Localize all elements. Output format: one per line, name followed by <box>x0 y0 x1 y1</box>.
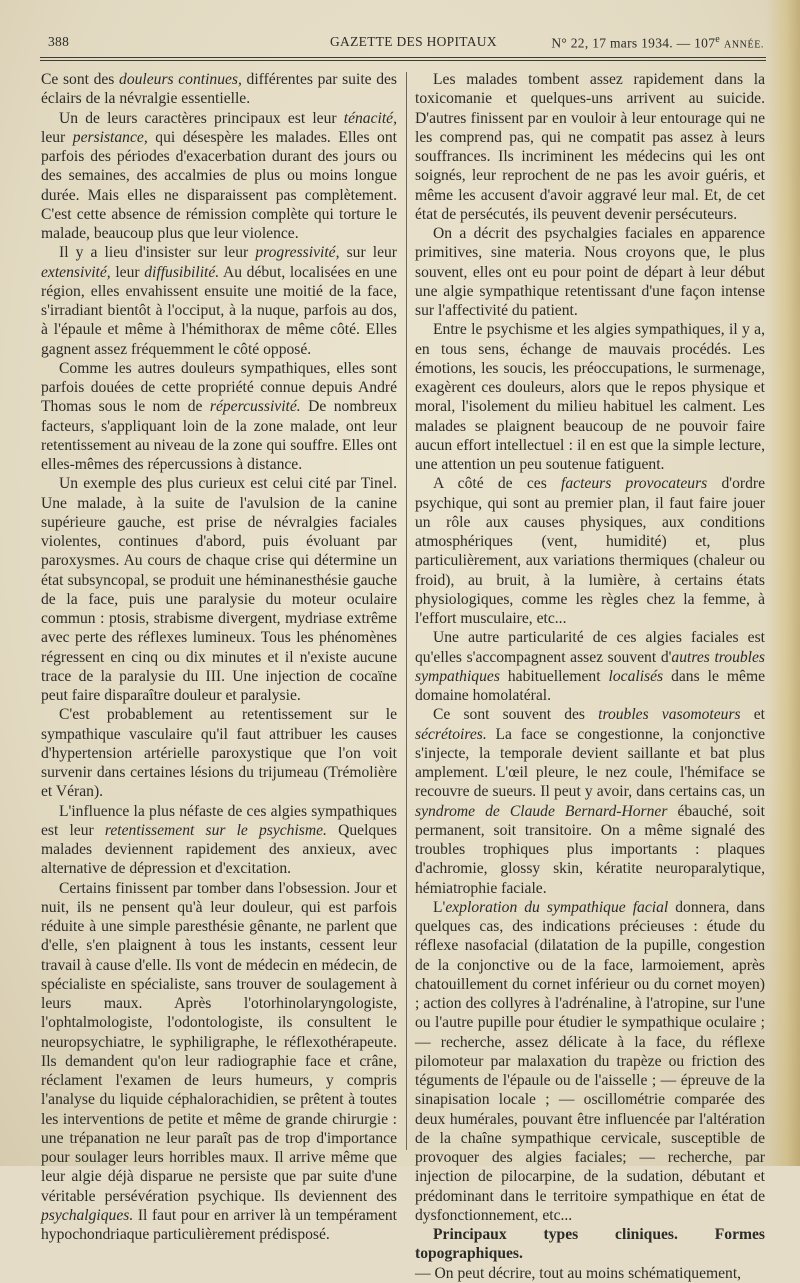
issue-year-label: ANNÉE. <box>724 39 764 51</box>
text-run: A côté de ces <box>433 475 562 493</box>
italic-text: extensivité, <box>41 263 111 281</box>
section-heading <box>415 1225 765 1264</box>
italic-text: autres troubles sympathiques <box>415 648 765 685</box>
page-edge-stain <box>766 0 800 1166</box>
paragraph <box>41 109 397 244</box>
text-run: L' <box>433 898 446 916</box>
italic-text: facteurs provocateurs <box>561 475 708 493</box>
italic-text: sécrétoires. <box>415 725 487 743</box>
text-run: donnera, dans quelques cas, des indications précieuses : étude du réflexe nasofacial (dilatation de la pupille, congestion de la conjonctive ou de la face, larmoiement, après chatouillement du cornet inférieur ou du cornet moyen) ; action des collyres à l'adrénaline, à l'atropine, sur l'une ou l'autre pupille pour étudier le sympathique oculaire ; — recherche, assez délicate à la face, du réflexe pilomoteur par malaxation du trapèze ou friction des téguments de l'épaule ou de l'aisselle ; — épreuve de la sinapisation locale ; — oscillométrie comparée des deux humérales, pouvant être influencée par l'altération de la chaîne sympathique cervicale, susceptible de provoquer des algies faciales; — recherche, par injection de pilocarpine, de la sudation, débutant et prédominant dans le territoire sympathique en état de dysfonctionnement, etc... <box>415 898 765 1224</box>
issue-date: N° 22, 17 mars 1934. — 107 <box>551 35 716 51</box>
text-run: Une autre particularité de ces algies faciales est qu'elles s'accompagnent assez souvent d' <box>415 629 765 666</box>
text-run: dans le même domaine homolatéral. <box>415 667 765 704</box>
italic-text: répercussivité. <box>209 398 301 416</box>
running-header <box>40 34 766 54</box>
text-run: habituellement <box>499 667 609 685</box>
text-run: qui désespère les malades. Elles ont parfois des périodes d'exacerbation durant des jours ou des semaines, des accalmies de plus ou moins longue durée. Mais elles ne disparaissent pas complètement. C'est cette absence de rémission complète qui torture le malade, beaucoup plus que leur violence. <box>41 128 397 242</box>
italic-text: exploration du sympathique facial <box>445 898 669 916</box>
paragraph <box>41 359 397 475</box>
text-run: C'est probablement au retentissement sur le sympathique vasculaire qu'il faut attribuer les causes d'hypertension artérielle paroxystique que l'on voit survenir dans certaines lésions du trijumeau (Trémolière et Véran). <box>41 706 397 801</box>
italic-text: localisés <box>608 667 664 685</box>
text-run: et <box>740 706 766 724</box>
header-rule <box>40 57 766 58</box>
italic-text: diffusibilité. <box>144 263 220 281</box>
text-run: Quelques malades deviennent rapidement des anxieux, avec alternative de dépression et d'excitation. <box>41 821 397 878</box>
right-column <box>415 70 765 1283</box>
text-run: Il y a lieu d'insister sur leur <box>59 244 256 262</box>
issue-suffix: e <box>715 34 721 45</box>
text-run: leur <box>41 128 73 146</box>
text-run: Certains finissent par tomber dans l'obsession. Jour et nuit, ils ne pensent qu'à leur douleur, qui est parfois réduite à une simple paresthésie gênante, ne parlent que d'elle, s'en plaignent à tous les instants, cessent leur travail à cause d'elle. Ils vont de médecin en médecin, de spécialiste en spécialiste, sans trouver de soulagement à leurs maux. Après l'otorhinolaryngologiste, l'ophtalmologiste, l'odontologiste, ils consultent le neuropsychiatre, le syphiligraphe, le réflexothérapeute. Ils demandent qu'on leur radiographie face et crâne, réclament l'examen de leurs humeurs, y compris l'analyse du liquide céphalorachidien, se prêtent à toutes les interventions de petite et même de grande chirurgie : une trépanation ne leur paraît pas de trop d'importance pour soulager leurs horribles maux. Il arrive même que leur algie déjà disparue ne persiste que par suite d'une véritable persévération psychique. Ils deviennent des <box>41 879 397 1205</box>
issue-info <box>551 34 764 52</box>
text-run: Au début, localisées en une région, elles envahissent ensuite une moitié de la face, s'irradiant bientôt à l'occiput, à la nuque, parfois au dos, à l'épaule et même à l'hémithorax de même côté. Elles gagnent assez fréquemment le côté opposé. <box>41 263 397 358</box>
header-rule-thin <box>40 60 766 61</box>
paragraph <box>415 628 765 705</box>
italic-text: retentissement sur le psychisme. <box>104 821 327 839</box>
paragraph <box>415 70 765 224</box>
paragraph <box>415 474 765 628</box>
italic-text: ténacité, <box>343 109 397 127</box>
paragraph <box>41 70 397 109</box>
text-run: Les malades tombent assez rapidement dans la toxicomanie et quelques-uns arrivent au suicide. D'autres finissent par en vouloir à leur entourage qui ne les comprend pas, qui ne compatit pas assez à leurs souffrances. Ils incriminent les médecins qui les ont soignés, leur reprochent de ne pas les avoir guéris, et même les accusent d'avoir aggravé leur mal. Et, de cet état de persécutés, ils peuvent devenir persécuteurs. <box>415 71 765 223</box>
italic-text: douleurs continues, <box>119 71 242 88</box>
italic-text: progressivité, <box>255 244 340 262</box>
paragraph <box>41 879 397 1245</box>
paragraph <box>415 1264 765 1283</box>
text-run: Ce sont souvent des <box>433 706 599 724</box>
text-run: Il faut pour en arriver là un tempérament hypochondriaque particulièrement prédisposé. <box>41 1206 397 1243</box>
paragraph <box>41 705 397 801</box>
text-run: Comme les autres douleurs sympathiques, elles sont parfois douées de cette propriété connue depuis André Thomas sous le nom de <box>41 359 397 416</box>
paragraph <box>415 898 765 1225</box>
text-run: Principaux types cliniques. Formes topographiques. <box>415 1226 765 1263</box>
page-number: 388 <box>48 34 70 49</box>
paragraph <box>41 243 397 359</box>
paragraph <box>415 320 765 474</box>
text-run: Ce sont des <box>41 71 120 88</box>
journal-title: GAZETTE DES HOPITAUX <box>330 34 497 49</box>
text-run: — On peut décrire, tout au moins schématiquement, <box>415 1264 742 1282</box>
left-column <box>41 70 397 1244</box>
column-divider <box>406 72 407 1150</box>
text-run: d'ordre psychique, qui sont au premier plan, il faut faire jouer un rôle aux causes physiques, aux conditions atmosphériques (vent, humidité) et, plus particulièrement, aux variations thermiques (chaleur ou froid), au bruit, à la lumière, à certains états physiologiques, comme les règles chez la femme, à l'effort musculaire, etc... <box>415 475 765 627</box>
text-run: ébauché, soit permanent, soit transitoire. On a même signalé des troubles trophiques plus importants : plaques d'achromie, glossy skin, kératite neuroparalytique, hémiatrophie faciale. <box>415 802 765 897</box>
paragraph <box>41 474 397 705</box>
italic-text: persistance, <box>72 128 148 146</box>
italic-text: psychalgiques. <box>41 1206 134 1224</box>
text-run: sur leur <box>339 244 397 262</box>
paragraph <box>415 224 765 320</box>
text-run: Un exemple des plus curieux est celui cité par Tinel. Une malade, à la suite de l'avulsion de la canine supérieure gauche, est prise de névralgies faciales violentes, continues d'abord, puis évoluant par paroxysmes. Au cours de chaque crise qui détermine un état subsyncopal, se produit une héminanesthésie gauche de la face, puis une paralysie du moteur oculaire commun : ptosis, strabisme divergent, mydriase extrême avec perte des réflexes lumineux. Tous les phénomènes régressent en cinq ou dix minutes et il n'existe aucune trace de la paralysie du III. Une injection de cocaïne peut faire disparaître douleur et paralysie. <box>41 475 397 704</box>
text-run: L'influence la plus néfaste de ces algies sympathiques est leur <box>41 802 397 839</box>
text-run: La face se congestionne, la conjonctive s'injecte, la temporale devient saillante et bat plus amplement. L'œil pleure, le nez coule, l'hémiface se recouvre de sueurs. Il peut y avoir, dans certains cas, un <box>415 725 765 801</box>
text-run: On a décrit des psychalgies faciales en apparence primitives, sine materia. Nous croyons que, le plus souvent, elles ont eu pour point de départ à leur début une algie sympathique retentissant d'une façon intense sur l'affectivité du patient. <box>415 225 765 319</box>
italic-text: troubles vasomoteurs <box>598 706 741 724</box>
text-run: différentes par suite des éclairs de la névralgie essentielle. <box>41 71 397 108</box>
italic-text: syndrome de Claude Bernard-Horner <box>415 802 668 820</box>
text-run: Entre le psychisme et les algies sympathiques, il y a, en tous sens, échange de mauvais procédés. Les émotions, les soucis, les préoccupations, le surmenage, exagèrent ces douleurs, alors que le repos physique et moral, l'isolement du milieu habituel les calment. Les malades se plaignent beaucoup de ne pouvoir faire aucun effort intellectuel : il en est que la simple lecture, une attention un peu soutenue fatiguent. <box>415 321 765 473</box>
paragraph <box>415 705 765 898</box>
text-run: leur <box>110 263 145 281</box>
text-run: De nombreux facteurs, s'appliquant loin de la zone malade, ont leur retentissement au niveau de la zone qui souffre. Elles ont elles-mêmes des répercussions à distance. <box>41 398 397 473</box>
paragraph <box>41 802 397 879</box>
text-run: Un de leurs caractères principaux est leur <box>59 109 344 127</box>
